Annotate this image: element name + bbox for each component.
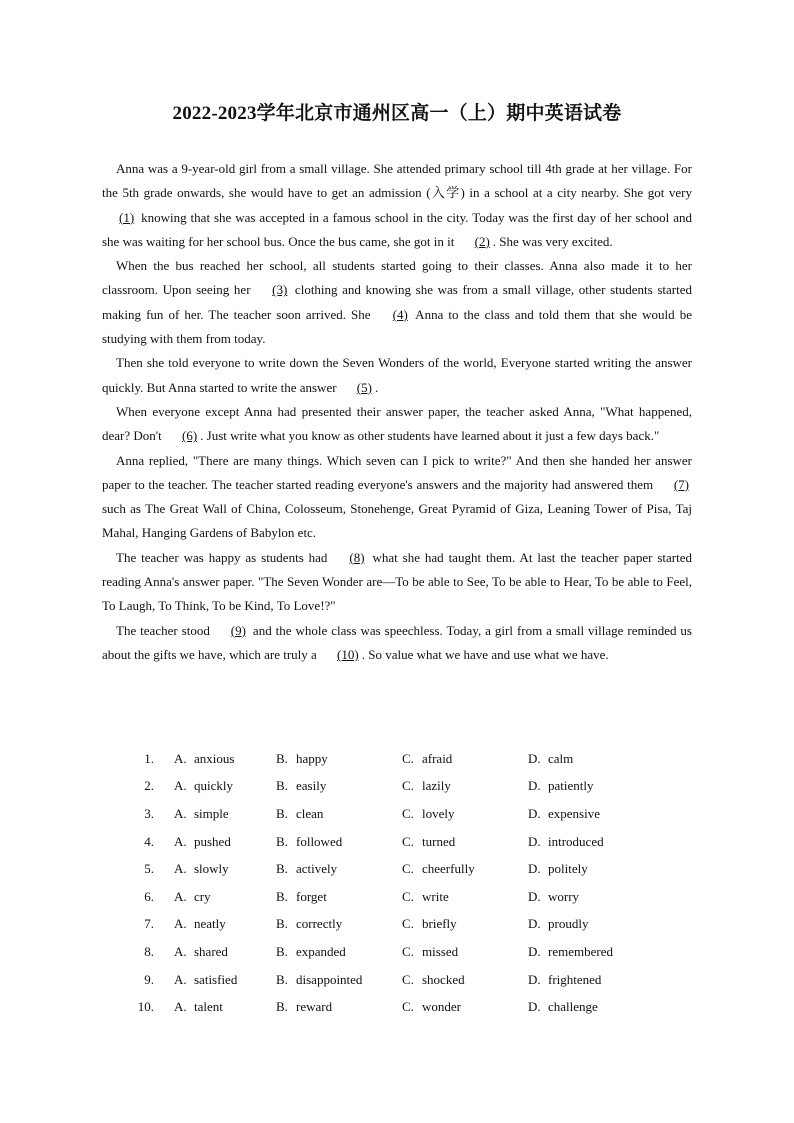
option-b[interactable] — [276, 834, 402, 850]
option-d[interactable] — [528, 889, 648, 905]
option-a[interactable] — [174, 834, 276, 850]
option-text: shocked — [422, 971, 465, 987]
question-number-cell — [102, 751, 154, 767]
option-d[interactable] — [528, 778, 648, 794]
answer-blank: (6) — [181, 428, 198, 444]
cloze-passage — [102, 157, 692, 667]
option-letter: C. — [402, 971, 414, 987]
passage-text: . So value what we have and use what we have. — [361, 646, 609, 662]
question-number-cell — [102, 778, 154, 794]
option-letter: C. — [402, 750, 414, 766]
question-number-cell — [102, 972, 154, 988]
option-b[interactable] — [276, 751, 402, 767]
answer-blank: (10) — [337, 646, 359, 662]
question-number: 5. — [144, 861, 154, 877]
question-number: 6. — [144, 888, 154, 904]
option-text: introduced — [548, 833, 604, 849]
answer-blank: (9) — [230, 622, 246, 638]
option-letter: C. — [402, 778, 414, 794]
option-text: expanded — [296, 943, 346, 959]
option-c[interactable] — [402, 972, 528, 988]
option-a[interactable] — [174, 944, 276, 960]
option-text: wonder — [422, 999, 461, 1015]
question-number: 3. — [144, 805, 154, 821]
question-number-cell — [102, 834, 154, 850]
option-letter: B. — [276, 943, 288, 959]
option-text: remembered — [548, 943, 613, 959]
answer-blank: (5) — [356, 379, 372, 395]
passage-paragraph — [102, 351, 692, 400]
passage-text: The teacher stood — [116, 622, 214, 638]
option-a[interactable] — [174, 778, 276, 794]
option-d[interactable] — [528, 806, 648, 822]
option-letter: C. — [402, 861, 414, 877]
option-text: talent — [194, 999, 223, 1015]
answer-blank: (2) — [474, 233, 490, 249]
option-a[interactable] — [174, 751, 276, 767]
option-b[interactable] — [276, 916, 402, 932]
question-number: 2. — [144, 778, 154, 794]
option-text: neatly — [194, 916, 226, 932]
option-letter: D. — [528, 861, 541, 877]
option-text: lazily — [422, 778, 451, 794]
option-letter: A. — [174, 805, 187, 821]
passage-paragraph — [102, 546, 692, 619]
option-b[interactable] — [276, 806, 402, 822]
option-c[interactable] — [402, 916, 528, 932]
option-text: expensive — [548, 805, 600, 821]
option-a[interactable] — [174, 972, 276, 988]
option-letter: B. — [276, 805, 288, 821]
option-letter: A. — [174, 888, 187, 904]
passage-text: and the whole class was speechless. Today, a girl from a small village reminded us about the gifts we have, which are truly a — [102, 622, 692, 662]
option-letter: D. — [528, 805, 541, 821]
passage-text: Anna to the class and told them that she would be studying with them from today. — [102, 306, 692, 347]
option-text: politely — [548, 861, 588, 877]
option-text: shared — [194, 943, 228, 959]
option-letter: B. — [276, 971, 288, 987]
option-letter: A. — [174, 833, 187, 849]
option-c[interactable] — [402, 751, 528, 767]
option-text: easily — [296, 778, 327, 794]
option-text: correctly — [296, 916, 343, 932]
passage-text: When everyone except Anna had presented their answer paper, the teacher asked Anna, "What happened, dear? Don't — [102, 403, 692, 444]
question-row — [102, 966, 662, 994]
option-letter: A. — [174, 943, 187, 959]
answer-blank: (7) — [673, 476, 689, 492]
option-text: proudly — [548, 916, 589, 932]
option-text: briefly — [422, 916, 457, 932]
answer-blank: (4) — [392, 306, 408, 322]
option-letter: A. — [174, 861, 187, 877]
option-letter: B. — [276, 861, 288, 877]
option-text: patiently — [548, 778, 594, 794]
question-row — [102, 855, 662, 883]
option-letter: D. — [528, 971, 541, 987]
option-b[interactable] — [276, 889, 402, 905]
question-number-cell — [102, 861, 154, 877]
question-row — [102, 773, 662, 801]
option-text: write — [422, 888, 449, 904]
option-c[interactable] — [402, 889, 528, 905]
question-number: 9. — [144, 971, 154, 987]
option-letter: C. — [402, 943, 414, 959]
option-letter: B. — [276, 833, 288, 849]
question-number: 10. — [137, 999, 154, 1015]
option-d[interactable] — [528, 834, 648, 850]
option-text: turned — [422, 833, 456, 849]
option-letter: A. — [174, 778, 187, 794]
option-letter: A. — [174, 971, 187, 987]
option-letter: D. — [528, 888, 541, 904]
answer-blank: (8) — [349, 549, 365, 565]
option-text: slowly — [194, 861, 229, 877]
option-text: worry — [548, 888, 580, 904]
question-number-cell — [102, 806, 154, 822]
option-c[interactable] — [402, 834, 528, 850]
question-row — [102, 993, 662, 1021]
passage-paragraph — [102, 400, 692, 449]
passage-paragraph — [102, 619, 692, 668]
option-letter: C. — [402, 888, 414, 904]
option-text: happy — [296, 750, 328, 766]
passage-paragraph — [102, 254, 692, 351]
option-letter: B. — [276, 916, 288, 932]
option-letter: D. — [528, 778, 541, 794]
question-row — [102, 828, 662, 856]
option-letter: B. — [276, 888, 288, 904]
option-letter: B. — [276, 778, 288, 794]
option-text: clean — [296, 805, 324, 821]
question-number: 8. — [144, 943, 154, 959]
answer-blank: (3) — [272, 282, 288, 298]
option-letter: B. — [276, 999, 288, 1015]
option-text: missed — [422, 943, 459, 959]
option-text: anxious — [194, 750, 235, 766]
page-title: 2022-2023学年北京市通州区高一（上）期中英语试卷 — [172, 103, 622, 124]
option-text: lovely — [422, 805, 455, 821]
option-letter: A. — [174, 750, 187, 766]
option-text: simple — [194, 805, 229, 821]
option-letter: A. — [174, 916, 187, 932]
passage-text: . Just write what you know as other students have learned about it just a few days back." — [200, 428, 660, 444]
option-letter: D. — [528, 916, 541, 932]
passage-text: Anna was a 9-year-old girl from a small village. She attended primary school till 4th grade at her village. For the 5th grade onwards, she would have to get an admission (入学) in a school at a city nearby. She got very — [102, 161, 692, 201]
question-row — [102, 938, 662, 966]
option-letter: B. — [276, 750, 288, 766]
option-text: forget — [296, 888, 327, 904]
option-b[interactable] — [276, 972, 402, 988]
option-text: actively — [296, 861, 338, 877]
question-number-cell — [102, 889, 154, 905]
question-number-cell — [102, 916, 154, 932]
option-d[interactable] — [528, 751, 648, 767]
passage-text: When the bus reached her school, all students started going to their classes. Anna also made it to her classroom. Upon seeing her — [102, 258, 692, 298]
option-text: disappointed — [296, 971, 363, 987]
option-c[interactable] — [402, 778, 528, 794]
question-number: 4. — [144, 833, 154, 849]
option-letter: D. — [528, 750, 541, 766]
option-b[interactable] — [276, 778, 402, 794]
option-a[interactable] — [174, 806, 276, 822]
question-number-cell — [102, 944, 154, 960]
option-d[interactable] — [528, 916, 648, 932]
option-text: cheerfully — [422, 861, 475, 877]
passage-paragraph — [102, 449, 692, 546]
question-row — [102, 800, 662, 828]
passage-text: . She was very excited. — [492, 233, 613, 249]
option-letter: D. — [528, 999, 541, 1015]
option-c[interactable] — [402, 944, 528, 960]
passage-paragraph — [102, 157, 692, 254]
option-letter: A. — [174, 999, 187, 1015]
option-text: satisfied — [194, 971, 238, 987]
question-number: 1. — [144, 750, 154, 766]
passage-text: such as The Great Wall of China, Colosseum, Stonehenge, Great Pyramid of Giza, Leaning Tower of Pisa, Taj Mahal, Hanging Gardens of Babylon etc. — [102, 501, 692, 541]
option-letter: C. — [402, 916, 414, 932]
options-list — [102, 745, 662, 1021]
option-letter: C. — [402, 805, 414, 821]
option-letter: C. — [402, 999, 414, 1015]
passage-text: knowing that she was accepted in a famous school in the city. Today was the first day of her school and she was waiting for her school bus. Once the bus came, she got in it — [102, 209, 692, 249]
option-c[interactable] — [402, 999, 528, 1015]
option-d[interactable] — [528, 999, 648, 1015]
option-b[interactable] — [276, 999, 402, 1015]
passage-text: The teacher was happy as students had — [116, 549, 333, 565]
question-number-cell — [102, 999, 154, 1015]
passage-text: what she had taught them. At last the teacher paper started reading Anna's answer paper. "The Seven Wonder are—To be able to See, To be able to Hear, To be able to Feel, To Laugh, To Think, To be Kind, To Love!?" — [102, 549, 692, 614]
option-text: reward — [296, 999, 333, 1015]
passage-text: . — [374, 379, 379, 395]
option-text: calm — [548, 750, 574, 766]
option-d[interactable] — [528, 861, 648, 877]
option-d[interactable] — [528, 944, 648, 960]
option-text: pushed — [194, 833, 231, 849]
passage-text: Anna replied, "There are many things. Which seven can I pick to write?" And then she handed her answer paper to the teacher. The teacher started reading everyone's answers and the majority had answered them — [102, 452, 692, 492]
option-letter: D. — [528, 943, 541, 959]
option-c[interactable] — [402, 861, 528, 877]
option-a[interactable] — [174, 861, 276, 877]
passage-text: Then she told everyone to write down the Seven Wonders of the world, Everyone started writing the answer quickly. But Anna started to write the answer — [102, 355, 692, 395]
question-number: 7. — [144, 916, 154, 932]
option-text: afraid — [422, 750, 453, 766]
option-a[interactable] — [174, 999, 276, 1015]
answer-blank: (1) — [119, 209, 135, 225]
option-b[interactable] — [276, 861, 402, 877]
option-b[interactable] — [276, 944, 402, 960]
question-row — [102, 911, 662, 939]
option-text: quickly — [194, 778, 233, 794]
option-a[interactable] — [174, 916, 276, 932]
passage-text: clothing and knowing she was from a small village, other students started making fun of her. The teacher soon arrived. She — [102, 282, 692, 322]
question-row — [102, 883, 662, 911]
option-a[interactable] — [174, 889, 276, 905]
option-letter: D. — [528, 833, 541, 849]
option-text: cry — [194, 888, 211, 904]
option-text: frightened — [548, 971, 602, 987]
option-text: followed — [296, 833, 343, 849]
option-c[interactable] — [402, 806, 528, 822]
option-d[interactable] — [528, 972, 648, 988]
question-row — [102, 745, 662, 773]
option-letter: C. — [402, 833, 414, 849]
option-text: challenge — [548, 999, 598, 1015]
